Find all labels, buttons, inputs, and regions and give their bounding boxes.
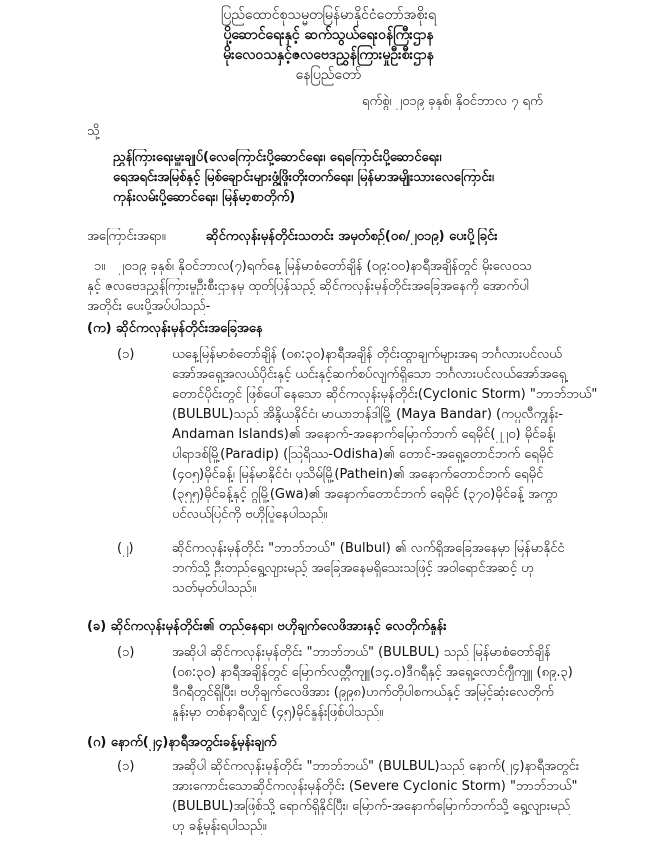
item-line: (၃၅၅)မိုင်ခန့်နှင့် ဂွမြို့(Gwa)၏ အနောက်တောင်ဘက် ရေမိုင် (၃၇၀)မိုင်ခန့် အကွာ	[172, 487, 559, 502]
section-heading-kha: (ခ) ဆိုင်ကလုန်းမုန်တိုင်း၏ တည်နေရာ၊ ဗဟိုချက်လေဖိအားနှင့် လေတိုက်နှုန်း	[87, 619, 447, 634]
item-line: သတ်မှတ်ပါသည်။	[172, 581, 257, 596]
letterhead-government: ပြည်ထောင်စုသမ္မတမြန်မာနိုင်ငံတော်အစိုးရ	[221, 7, 436, 23]
subject-label: အကြောင်းအရာ။	[87, 229, 166, 244]
item-line: အော်အရှေ့အလယ်ပိုင်းနှင့် ယင်းနှင့်ဆက်စပ်လျက်ရှိသော ဘင်္ဂလားပင်လယ်အော်အရှေ့	[172, 367, 567, 382]
item-line: ယနေ့မြန်မာစံတော်ချိန် (၀၈:၃၀)နာရီအချိန် တိုင်းထွာချက်များအရ ဘင်္ဂလားပင်လယ်	[172, 347, 562, 362]
paragraph-number: ၁။	[94, 259, 106, 274]
intro-line: ၂၀၁၉ ခုနှစ်၊ နိုဝင်ဘာလ(၇)ရက်နေ့ မြန်မာစံတော်ချိန် (၀၉:၀၀)နာရီအချိန်တွင် မိုးလေဝသ	[118, 259, 532, 274]
recipient-line: ညွှန်ကြားရေးမှူးချုပ်(လေကြောင်းပို့ဆောင်ရေး၊ ရေကြောင်းပို့ဆောင်ရေး၊	[113, 150, 442, 165]
item-number: (၁)	[117, 347, 135, 362]
item-line: ဒီဂရီတွင်ရှိပြီး၊ ဗဟိုချက်လေဖိအား (၉၉၈)ဟက်တိုပါစကယ်နှင့် အမြင့်ဆုံးလေတိုက်	[172, 685, 554, 700]
item-number: (၂)	[117, 541, 134, 556]
letter-date: ရက်စွဲ၊ ၂၀၁၉ ခုနှစ်၊ နိုဝင်ဘာလ ၇ ရက်	[362, 94, 543, 109]
item-line: (BULBUL)အဖြစ်သို့ ရောက်ရှိနိုင်ပြီး၊ မြောက်-အနောက်မြောက်ဘက်သို့ ရွေ့လျားမည်	[172, 799, 571, 814]
item-line: ပါရာဒစ်မြို့(Paradip) (ဩရိဿ-Odisha)၏ တောင်-အရှေ့တောင်ဘက် ရေမိုင်	[172, 447, 554, 462]
intro-line: အတိုင်း ပေးပို့အပ်ပါသည်-	[87, 299, 211, 314]
item-line: အားကောင်းသောဆိုင်ကလုန်းမုန်တိုင်း (Severe Cyclonic Storm) "ဘာဘ်ဘယ်"	[172, 779, 578, 794]
item-line: (၄၀၅)မိုင်ခန့်၊ မြန်မာနိုင်ငံ၊ ပုသိမ်မြို့(Pathein)၏ အနောက်တောင်ဘက် ရေမိုင်	[172, 467, 544, 482]
item-line: အဆိုပါ ဆိုင်ကလုန်းမုန်တိုင်း "ဘာဘ်ဘယ်" (BULBUL) သည် မြန်မာစံတော်ချိန်	[172, 645, 551, 660]
recipient-line: ကုန်းလမ်းပို့ဆောင်ရေး၊ မြန်မာ့စာတိုက်)	[113, 190, 296, 205]
section-heading-ga: (ဂ) နောက်(၂၄)နာရီအတွင်းခန့်မှန်းချက်	[87, 735, 277, 750]
item-line: အဆိုပါ ဆိုင်ကလုန်းမုန်တိုင်း "ဘာဘ်ဘယ်" (BULBUL)သည် နောက်(၂၄)နာရီအတွင်း	[172, 759, 580, 774]
item-line: (BULBUL)သည် အိန္ဒိယနိုင်ငံ၊ မာယာဘန်ဒါမြို့ (Maya Bandar) (ကပ္ပလီကျွန်း-	[172, 407, 563, 422]
letterhead-department: မိုးလေဝသနှင့်ဇလဗေဒညွှန်ကြားမှုဦးစီးဌာန	[223, 47, 434, 63]
item-line: ဟု ခန့်မှန်းရပါသည်။	[172, 819, 267, 834]
item-line: Andaman Islands)၏ အနောက်-အနောက်မြောက်ဘက် ရေမိုင်(၂၂၀) မိုင်ခန့်၊	[172, 427, 556, 442]
item-line: ပင်လယ်ပြင်ကို ဗဟိုပြုနေပါသည်။	[172, 507, 328, 522]
intro-line: နှင့် ဇလဗေဒညွှန်ကြားမှုဦးစီးဌာနမှ ထုတ်ပြန်သည့် ဆိုင်ကလုန်းမုန်တိုင်းအခြေအနေကို အောက်ပါ	[87, 279, 529, 294]
item-line: ဆိုင်ကလုန်းမုန်တိုင်း "ဘာဘ်ဘယ်" (Bulbul) ၏ လက်ရှိအခြေအနေမှာ မြန်မာနိုင်ငံ	[172, 541, 565, 556]
item-line: ဘက်သို့ ဦးတည်ရွေ့လျားမည့် အခြေအနေမရှိသေးသဖြင့် အဝါရောင်အဆင့် ဟု	[172, 561, 534, 576]
item-number: (၁)	[117, 645, 135, 660]
section-heading-ka: (က) ဆိုင်ကလုန်းမုန်တိုင်းအခြေအနေ	[87, 321, 263, 336]
item-line: နှုန်းမှာ တစ်နာရီလျှင် (၄၅)မိုင်နှုန်းဖြစ်ပါသည်။	[172, 705, 384, 720]
recipient-to: သို့	[87, 124, 100, 139]
subject-text: ဆိုင်ကလုန်းမုန်တိုင်းသတင်း အမှတ်စဉ်(၀၈/၂၀၁၉) ပေးပို့ခြင်း	[206, 229, 498, 244]
item-line: တောင်ပိုင်းတွင် ဖြစ်ပေါ်နေသော ဆိုင်ကလုန်းမုန်တိုင်း(Cyclonic Storm) "ဘာဘ်ဘယ်"	[172, 387, 598, 402]
item-line: (၀၈:၃၀) နာရီအချိန်တွင် မြောက်လတ္တီကျူ(၁၄.၀)ဒီဂရီနှင့် အရှေ့လောင်ဂျီကျူ (၈၉.၃)	[172, 665, 573, 680]
letterhead-city: နေပြည်တော်	[295, 67, 362, 83]
recipient-line: ရေအရင်းအမြစ်နှင့် မြစ်ချောင်းများဖွံ့ဖြိုးတိုးတက်ရေး၊ မြန်မာအမျိုးသားလေကြောင်း၊	[113, 170, 494, 185]
item-number: (၁)	[117, 759, 135, 774]
letterhead-ministry: ပို့ဆောင်ရေးနှင့် ဆက်သွယ်ရေးဝန်ကြီးဌာန	[223, 27, 434, 43]
